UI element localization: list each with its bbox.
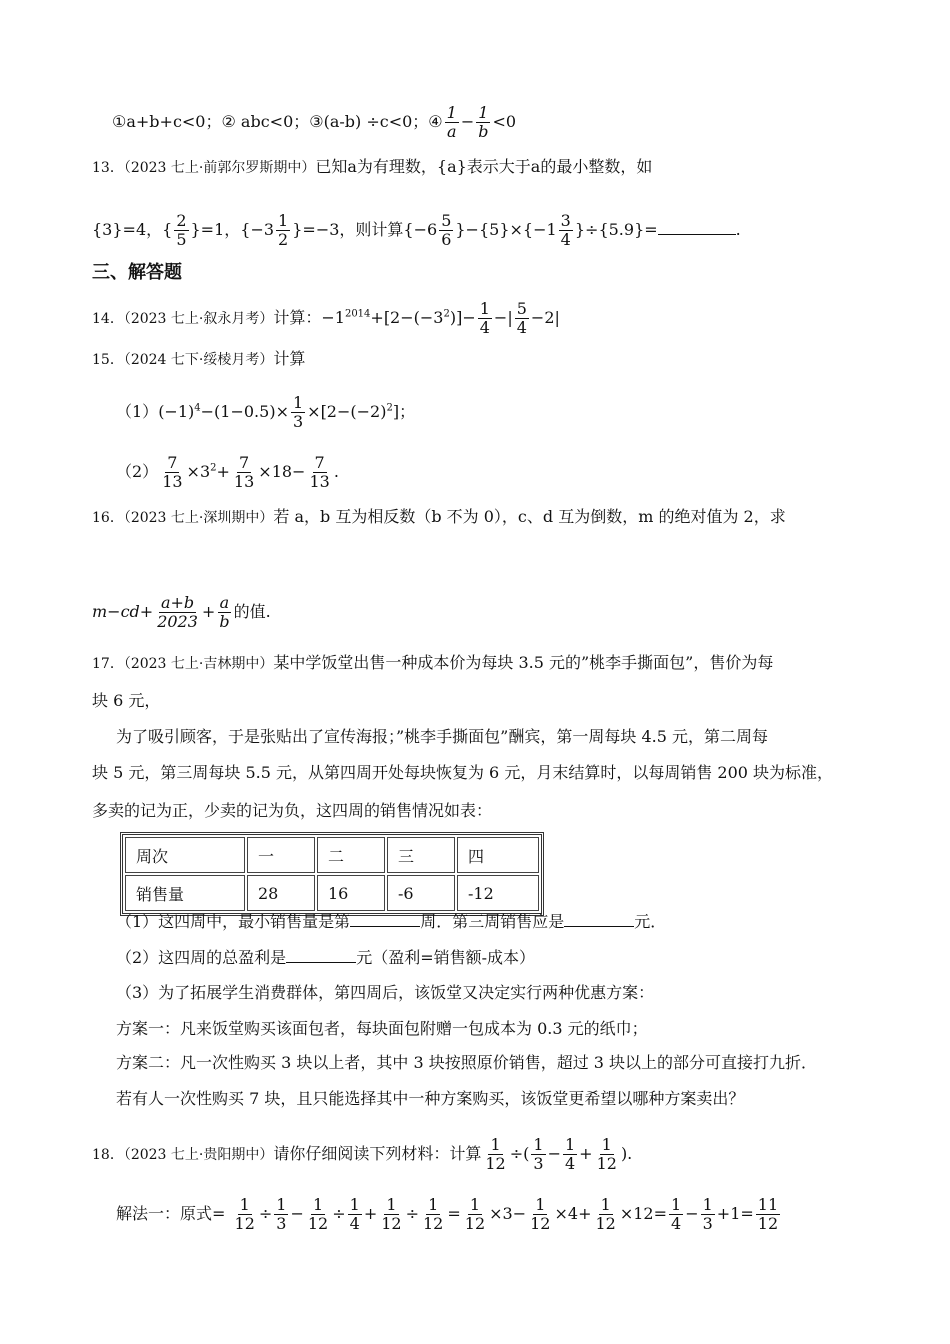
sales-table xyxy=(120,832,544,916)
fraction: $\frac{1}{12}$ xyxy=(530,1195,551,1233)
fraction: $\frac{1}{3}$ xyxy=(533,1135,544,1173)
q17-plan-1: 方案一：凡来饭堂购买该面包者，每块面包附赠一包成本为 0.3 元的纸巾； xyxy=(116,1019,648,1038)
q17-para-2: 块 5 元，第三周每块 5.5 元，从第四周开处每块恢复为 6 元，月末结算时，以每周销售 200 块为标准， xyxy=(92,763,834,782)
q17-sub-2: （2）这四周的总盈利是 元（盈利=销售额-成本） xyxy=(116,948,536,967)
q13-stem: 13．（2023 七上·前郭尔罗斯期中）已知a为有理数，{a}表示大于a的最小整数，如 xyxy=(92,157,653,176)
fraction: $\frac{1}{4}$ xyxy=(564,1135,576,1173)
operator: +1= xyxy=(716,1204,754,1223)
fraction: $\frac{1}{4}$ xyxy=(479,299,490,337)
fraction: $\frac{1}{12}$ xyxy=(464,1195,486,1233)
fraction: $\frac{a+b}{2023}$ xyxy=(157,593,198,631)
table-header-row xyxy=(125,837,539,873)
q17-stem-1: 17．（2023 七上·吉林期中）某中学饭堂出售一种成本价为每块 3.5 元的”桃李手撕面包”，售价为每 xyxy=(92,653,774,672)
q17-stem-2: 块 6 元， xyxy=(92,691,161,710)
q17-para-1: 为了吸引顾客，于是张贴出了宣传海报；”桃李手撕面包”酬宾，第一周每块 4.5 元，第二周每 xyxy=(116,727,768,746)
q17-sub-3: （3）为了拓展学生消费群体，第四周后，该饭堂又决定实行两种优惠方案： xyxy=(116,983,655,1002)
operator: ×3− xyxy=(489,1204,527,1223)
fraction: $\frac{1}{12}$ xyxy=(485,1135,506,1173)
table-cell: 三 xyxy=(387,837,455,873)
table-cell: 16 xyxy=(317,875,385,911)
fraction: $\frac{1}{12}$ xyxy=(381,1195,402,1233)
q15-part-1: $(1)(-1)^4-(1-0.5)\times$ $\frac{1}{3}$ $\times[2-(-2)^2]$； xyxy=(116,393,416,431)
fraction: $\frac{3}{4}$ xyxy=(560,211,571,249)
answer-blank[interactable] xyxy=(350,910,420,927)
q12-options: ①a+b+c<0；② abc<0；③(a-b) ÷c<0；④ $\frac{1}{a}$ − $\frac{1}{b}$ <0 xyxy=(112,103,517,141)
table-cell: -6 xyxy=(387,875,455,911)
answer-blank[interactable] xyxy=(564,910,634,927)
fraction: $\frac{1}{12}$ xyxy=(595,1195,616,1233)
table-row xyxy=(125,875,539,911)
fraction: $\frac{1}{12}$ xyxy=(234,1195,255,1233)
operator: − xyxy=(290,1204,304,1223)
q17-para-3: 多卖的记为正，少卖的记为负，这四周的销售情况如表： xyxy=(92,801,493,820)
fraction: $\frac{1}{4}$ xyxy=(349,1195,360,1233)
q12-text: ①a+b+c<0；② abc<0；③(a-b) ÷c<0；④ xyxy=(112,112,443,131)
operator: ×12= xyxy=(619,1204,668,1223)
operator: ÷ xyxy=(332,1204,346,1223)
q18-solution: 解法一：原式= $\frac{1}{12}$ ÷ $\frac{1}{3}$ − $\frac{1}{12}$ ÷ $\frac{1}{4}$ + $\frac{1}{12}$ ÷ $\frac{1}{12}$ = $\frac{1}{12}$ ×3− $\frac{1}{12}$ ×4+ $\frac{1}{12}$ ×12= $\frac{1}{4}$ − $\frac{1}{3}$ +1= $\frac{11}{12}$ xyxy=(116,1195,779,1233)
operator: ×4+ xyxy=(554,1204,592,1223)
table-cell: 二 xyxy=(317,837,385,873)
q13-number: 13． xyxy=(92,160,124,176)
answer-blank[interactable] xyxy=(286,946,356,963)
table-cell: 一 xyxy=(247,837,315,873)
q12-fraction-2: $\frac{1}{b}$ xyxy=(478,103,489,141)
fraction: $\frac{5}{4}$ xyxy=(516,299,527,337)
q13-source: （2023 七上·前郭尔罗斯期中） xyxy=(123,160,316,176)
fraction: $\frac{7}{13}$ xyxy=(162,453,183,491)
operator: ÷ xyxy=(258,1204,273,1223)
q15-part-2: （2） $\frac{7}{13}$ $\times 3^2+$ $\frac{7}{13}$ ×18− $\frac{7}{13}$ . xyxy=(116,453,339,491)
fraction: $\frac{1}{2}$ xyxy=(278,211,289,249)
operator: ÷ xyxy=(405,1204,419,1223)
q15-stem: 15．（2024 七下·绥棱月考）计算 xyxy=(92,349,306,368)
q17-sub-1: （1）这四周中，最小销售量是第 周．第三周销售应是 元． xyxy=(116,912,667,931)
operator: = xyxy=(447,1204,461,1223)
fraction: $\frac{1}{4}$ xyxy=(671,1195,682,1233)
fraction: $\frac{1}{3}$ xyxy=(276,1195,287,1233)
fraction: $\frac{1}{3}$ xyxy=(702,1195,713,1233)
table-cell: -12 xyxy=(457,875,539,911)
q16-stem: 16．（2023 七上·深圳期中）若 a，b 互为相反数（b 不为 0），c、d 互为倒数，m 的绝对值为 2，求 xyxy=(92,507,786,526)
table-cell: 销售量 xyxy=(125,875,245,911)
fraction: $\frac{5}{6}$ xyxy=(441,211,452,249)
operator: + xyxy=(363,1204,378,1223)
q14: 14．（2023 七上·叙永月考）计算：$-1^{2014}+[2-(-3^2)]-$ $\frac{1}{4}$ −| $\frac{5}{4}$ −2| xyxy=(92,299,560,337)
table-cell: 周次 xyxy=(125,837,245,873)
fraction: $\frac{a}{b}$ xyxy=(219,593,230,631)
fraction: $\frac{1}{12}$ xyxy=(307,1195,329,1233)
q16-expression: m−cd+ $\frac{a+b}{2023}$ + $\frac{a}{b}$ 的值. xyxy=(92,593,271,631)
section-title: 三、解答题 xyxy=(92,262,182,283)
fraction: $\frac{7}{13}$ xyxy=(233,453,255,491)
fraction: $\frac{7}{13}$ xyxy=(309,453,330,491)
operator: − xyxy=(685,1204,699,1223)
fraction: $\frac{1}{12}$ xyxy=(423,1195,444,1233)
answer-blank[interactable] xyxy=(658,218,736,235)
q12-fraction-1: $\frac{1}{a}$ xyxy=(446,103,457,141)
q17-plan-2: 方案二：凡一次性购买 3 块以上者，其中 3 块按照原价销售，超过 3 块以上的部分可直接打九折． xyxy=(116,1053,818,1072)
table-cell: 28 xyxy=(247,875,315,911)
fraction: $\frac{1}{3}$ xyxy=(292,393,304,431)
q17-ask: 若有人一次性购买 7 块，且只能选择其中一种方案购买，该饭堂更希望以哪种方案卖出？ xyxy=(116,1089,745,1108)
fraction: $\frac{11}{12}$ xyxy=(757,1195,779,1233)
fraction: $\frac{1}{12}$ xyxy=(596,1135,617,1173)
table-cell: 四 xyxy=(457,837,539,873)
q18-stem: 18．（2023 七上·贵阳期中）请你仔细阅读下列材料：计算 $\frac{1}{12}$ ÷( $\frac{1}{3}$ − $\frac{1}{4}$ + $\frac{1}{12}$ ). xyxy=(92,1135,633,1173)
q13-expression: {3}=4，{ $\frac{2}{5}$ }=1，{−3 $\frac{1}{2}$ }=−3，则计算{−6 $\frac{5}{6}$ }−{5}×{−1 $\frac{3}{4}$ }÷{5.9}= . xyxy=(92,211,741,249)
fraction: $\frac{2}{5}$ xyxy=(176,211,187,249)
